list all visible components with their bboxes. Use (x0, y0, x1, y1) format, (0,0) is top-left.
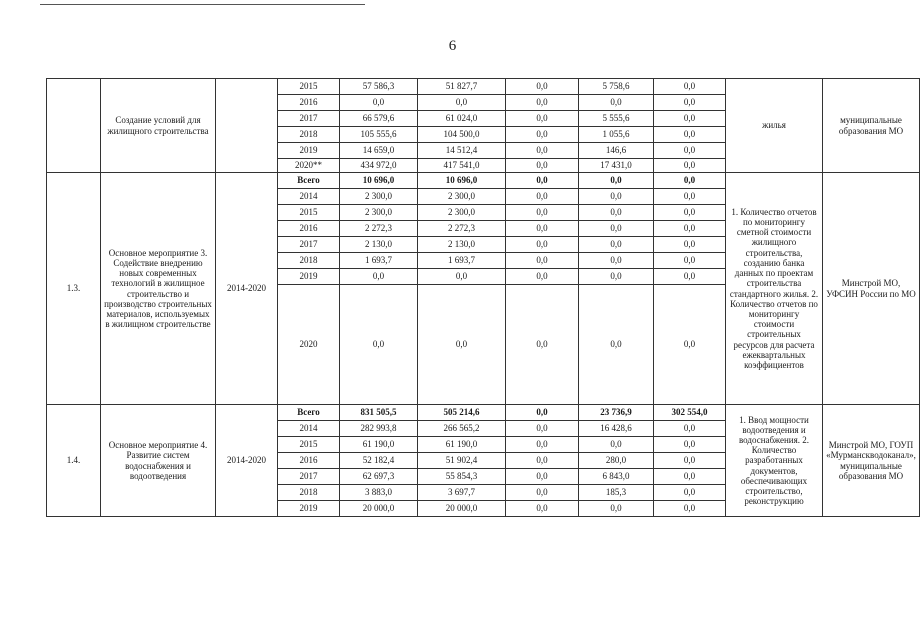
cell-federal: 0,0 (506, 285, 579, 405)
cell-other: 0,0 (654, 79, 726, 95)
cell-total: 831 505,5 (340, 405, 418, 421)
cell-regional: 2 272,3 (418, 221, 506, 237)
cell-regional: 51 827,7 (418, 79, 506, 95)
cell-federal: 0,0 (506, 143, 579, 159)
cell-year: 2015 (278, 79, 340, 95)
cell-year: 2014 (278, 189, 340, 205)
table-row (47, 173, 920, 189)
cell-total: 61 190,0 (340, 437, 418, 453)
cell-total: 66 579,6 (340, 111, 418, 127)
measure-name-cell: Основное мероприятие 4. Развитие систем водоснабжения и водоотведения (101, 405, 216, 517)
cell-regional: 2 300,0 (418, 205, 506, 221)
result-indicator-cell: жилья (726, 79, 823, 173)
cell-federal: 0,0 (506, 269, 579, 285)
executor-cell: Минстрой МО, УФСИН России по МО (823, 173, 920, 405)
cell-other: 0,0 (654, 127, 726, 143)
cell-local: 0,0 (579, 221, 654, 237)
cell-local: 6 843,0 (579, 469, 654, 485)
cell-federal: 0,0 (506, 437, 579, 453)
cell-total: 2 300,0 (340, 189, 418, 205)
cell-regional: 20 000,0 (418, 501, 506, 517)
cell-regional: 417 541,0 (418, 159, 506, 173)
cell-local: 0,0 (579, 205, 654, 221)
cell-federal: 0,0 (506, 189, 579, 205)
cell-other: 0,0 (654, 189, 726, 205)
cell-local: 5 758,6 (579, 79, 654, 95)
table-row (47, 79, 920, 95)
cell-regional: 10 696,0 (418, 173, 506, 189)
row-number-cell (47, 79, 101, 173)
cell-total: 57 586,3 (340, 79, 418, 95)
cell-year: 2015 (278, 437, 340, 453)
cell-regional: 0,0 (418, 285, 506, 405)
cell-federal: 0,0 (506, 173, 579, 189)
cell-regional: 266 565,2 (418, 421, 506, 437)
cell-year: 2014 (278, 421, 340, 437)
cell-year: 2018 (278, 127, 340, 143)
cell-federal: 0,0 (506, 221, 579, 237)
cell-local: 0,0 (579, 437, 654, 453)
cell-year: 2018 (278, 485, 340, 501)
cell-total: 2 300,0 (340, 205, 418, 221)
cell-total: 2 130,0 (340, 237, 418, 253)
cell-regional: 1 693,7 (418, 253, 506, 269)
table-row (47, 405, 920, 421)
cell-federal: 0,0 (506, 127, 579, 143)
cell-federal: 0,0 (506, 469, 579, 485)
executor-cell: муниципальные образования МО (823, 79, 920, 173)
cell-total: 20 000,0 (340, 501, 418, 517)
cell-federal: 0,0 (506, 453, 579, 469)
result-indicator-cell: 1. Количество отчетов по мониторингу сметной стоимости жилищного строительства, созданию банка данных по проектам строительства стандартного жилья. 2. Количество отчетов по мониторингу стоимости строительных ресурсов для расчета ежеквартальных коэффициентов (726, 173, 823, 405)
cell-other: 0,0 (654, 95, 726, 111)
cell-year: 2016 (278, 453, 340, 469)
cell-total: 14 659,0 (340, 143, 418, 159)
cell-other: 0,0 (654, 421, 726, 437)
cell-regional: 505 214,6 (418, 405, 506, 421)
cell-regional: 61 024,0 (418, 111, 506, 127)
cell-year: Всего (278, 173, 340, 189)
cell-total: 10 696,0 (340, 173, 418, 189)
program-table (46, 78, 920, 517)
cell-year: 2020** (278, 159, 340, 173)
cell-year: 2017 (278, 237, 340, 253)
cell-year: 2018 (278, 253, 340, 269)
cell-federal: 0,0 (506, 205, 579, 221)
cell-year: 2017 (278, 469, 340, 485)
cell-other: 0,0 (654, 453, 726, 469)
cell-federal: 0,0 (506, 95, 579, 111)
period-cell: 2014-2020 (216, 405, 278, 517)
cell-total: 105 555,6 (340, 127, 418, 143)
cell-local: 0,0 (579, 269, 654, 285)
cell-other: 0,0 (654, 437, 726, 453)
cell-other: 0,0 (654, 485, 726, 501)
cell-other: 0,0 (654, 253, 726, 269)
cell-federal: 0,0 (506, 501, 579, 517)
cell-federal: 0,0 (506, 485, 579, 501)
cell-local: 23 736,9 (579, 405, 654, 421)
cell-other: 0,0 (654, 269, 726, 285)
cell-other: 0,0 (654, 159, 726, 173)
cell-total: 434 972,0 (340, 159, 418, 173)
result-indicator-cell: 1. Ввод мощности водоотведения и водоснабжения. 2. Количество разработанных документов, обеспечивающих строительство, реконструкцию (726, 405, 823, 517)
cell-other: 0,0 (654, 221, 726, 237)
executor-cell: Минстрой МО, ГОУП «Мурманскводоканал», муниципальные образования МО (823, 405, 920, 517)
cell-year: 2019 (278, 501, 340, 517)
cell-total: 0,0 (340, 285, 418, 405)
cell-other: 0,0 (654, 205, 726, 221)
cell-other: 302 554,0 (654, 405, 726, 421)
cell-year: 2019 (278, 269, 340, 285)
cell-total: 0,0 (340, 95, 418, 111)
cell-total: 62 697,3 (340, 469, 418, 485)
cell-local: 280,0 (579, 453, 654, 469)
cell-other: 0,0 (654, 237, 726, 253)
cell-total: 1 693,7 (340, 253, 418, 269)
cell-year: 2017 (278, 111, 340, 127)
cell-regional: 2 130,0 (418, 237, 506, 253)
cell-total: 3 883,0 (340, 485, 418, 501)
row-number-cell: 1.3. (47, 173, 101, 405)
cell-other: 0,0 (654, 111, 726, 127)
cell-other: 0,0 (654, 143, 726, 159)
cell-federal: 0,0 (506, 237, 579, 253)
period-cell: 2014-2020 (216, 173, 278, 405)
cell-local: 0,0 (579, 189, 654, 205)
cell-local: 0,0 (579, 173, 654, 189)
cell-year: 2016 (278, 221, 340, 237)
cell-local: 1 055,6 (579, 127, 654, 143)
cell-local: 185,3 (579, 485, 654, 501)
cell-year: Всего (278, 405, 340, 421)
cell-regional: 2 300,0 (418, 189, 506, 205)
row-number-cell: 1.4. (47, 405, 101, 517)
cell-other: 0,0 (654, 501, 726, 517)
cell-other: 0,0 (654, 173, 726, 189)
cell-local: 17 431,0 (579, 159, 654, 173)
cell-local: 0,0 (579, 95, 654, 111)
cell-other: 0,0 (654, 285, 726, 405)
cell-total: 2 272,3 (340, 221, 418, 237)
cell-federal: 0,0 (506, 111, 579, 127)
cell-local: 0,0 (579, 285, 654, 405)
cell-total: 0,0 (340, 269, 418, 285)
cell-regional: 14 512,4 (418, 143, 506, 159)
cell-year: 2019 (278, 143, 340, 159)
cell-federal: 0,0 (506, 79, 579, 95)
period-cell (216, 79, 278, 173)
cell-local: 5 555,6 (579, 111, 654, 127)
cell-local: 0,0 (579, 253, 654, 269)
cell-total: 282 993,8 (340, 421, 418, 437)
cell-regional: 3 697,7 (418, 485, 506, 501)
cell-regional: 0,0 (418, 269, 506, 285)
cell-regional: 0,0 (418, 95, 506, 111)
cell-regional: 61 190,0 (418, 437, 506, 453)
cell-local: 0,0 (579, 237, 654, 253)
cell-year: 2016 (278, 95, 340, 111)
cell-total: 52 182,4 (340, 453, 418, 469)
cell-federal: 0,0 (506, 253, 579, 269)
cell-other: 0,0 (654, 469, 726, 485)
cell-federal: 0,0 (506, 405, 579, 421)
cell-regional: 55 854,3 (418, 469, 506, 485)
page-number: 6 (448, 38, 457, 54)
cell-local: 0,0 (579, 501, 654, 517)
cell-regional: 51 902,4 (418, 453, 506, 469)
measure-name-cell: Основное мероприятие 3. Содействие внедрению новых современных технологий в жилищное строительство и производство строительных материалов, используемых в жилищном строительстве (101, 173, 216, 405)
cell-year: 2015 (278, 205, 340, 221)
cell-regional: 104 500,0 (418, 127, 506, 143)
top-rule (40, 4, 365, 5)
cell-federal: 0,0 (506, 421, 579, 437)
cell-local: 16 428,6 (579, 421, 654, 437)
measure-name-cell: Создание условий для жилищного строительства (101, 79, 216, 173)
cell-federal: 0,0 (506, 159, 579, 173)
cell-local: 146,6 (579, 143, 654, 159)
cell-year: 2020 (278, 285, 340, 405)
